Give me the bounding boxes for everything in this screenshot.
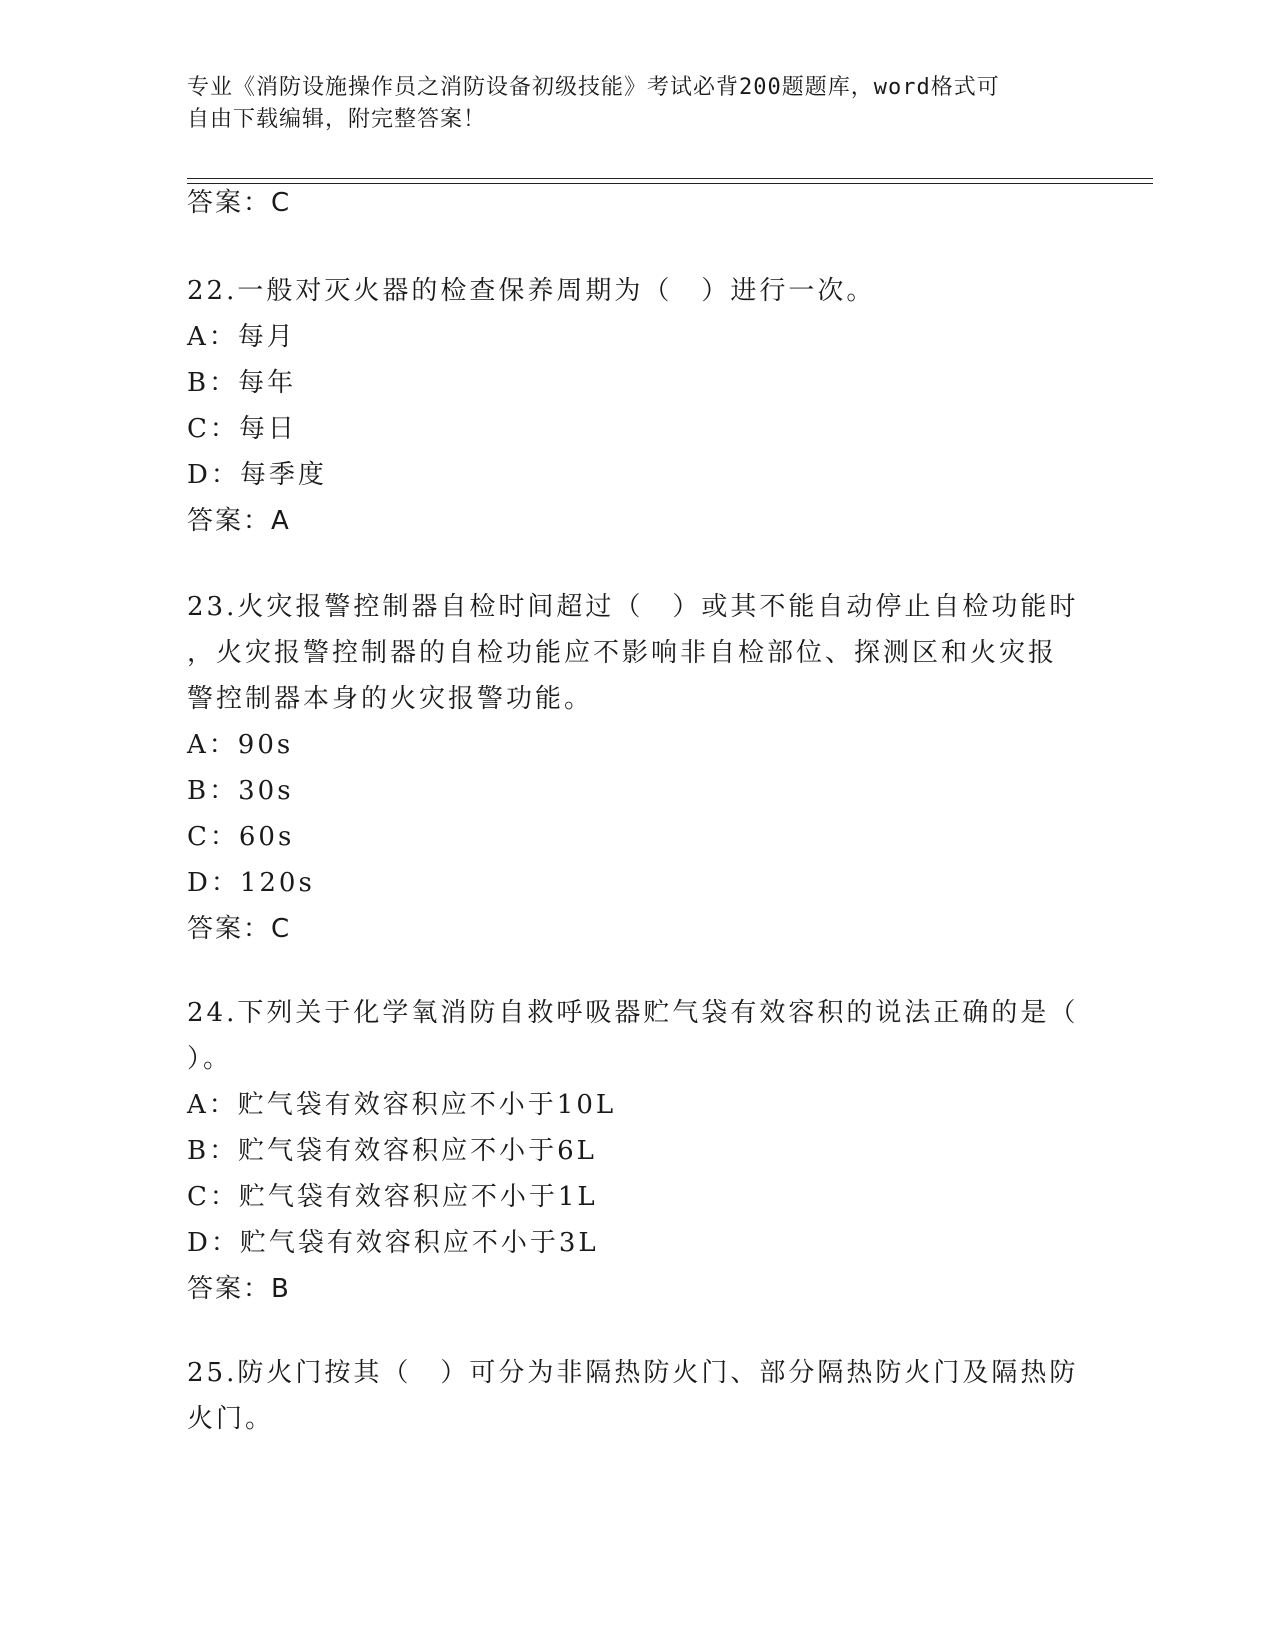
answer-line: 答案：B xyxy=(187,1274,291,1304)
option-c: C：贮气袋有效容积应不小于1L xyxy=(187,1182,598,1212)
question-25 xyxy=(187,1350,1087,1442)
option-b: B：30s xyxy=(187,776,294,806)
question-22 xyxy=(187,268,1087,544)
option-a: A：每月 xyxy=(187,322,296,352)
answer-line: 答案：C xyxy=(187,914,292,944)
option-a: A：贮气袋有效容积应不小于10L xyxy=(187,1090,617,1120)
option-a: A：90s xyxy=(187,730,294,760)
option-d: D：贮气袋有效容积应不小于3L xyxy=(187,1228,599,1258)
option-d: D：120s xyxy=(187,868,315,898)
answer-line: 答案：A xyxy=(187,506,291,536)
question-stem-line: 22.一般对灭火器的检查保养周期为（ ）进行一次。 xyxy=(187,276,876,306)
answer-line: 答案：C xyxy=(187,188,292,218)
question-stem-line: 火门。 xyxy=(187,1404,275,1434)
option-b: B：每年 xyxy=(187,368,297,398)
question-23 xyxy=(187,584,1087,952)
option-b: B：贮气袋有效容积应不小于6L xyxy=(187,1136,597,1166)
question-stem-line: 25.防火门按其（ ）可分为非隔热防火门、部分隔热防火门及隔热防 xyxy=(187,1358,1079,1388)
option-c: C：60s xyxy=(187,822,295,852)
header-rule-top xyxy=(187,178,1153,179)
question-24 xyxy=(187,990,1087,1312)
header-line-2: 自由下载编辑，附完整答案！ xyxy=(187,107,487,132)
header-line-1: 专业《消防设施操作员之消防设备初级技能》考试必背200题题库，word格式可 xyxy=(187,75,1000,100)
question-stem-line: 24.下列关于化学氧消防自救呼吸器贮气袋有效容积的说法正确的是（ xyxy=(187,998,1079,1028)
question-stem-line: ，火灾报警控制器的自检功能应不影响非自检部位、探测区和火灾报 xyxy=(187,638,1058,668)
document-header xyxy=(187,72,1087,136)
question-stem-line: 23.火灾报警控制器自检时间超过（ ）或其不能自动停止自检功能时 xyxy=(187,592,1079,622)
answer-block-21 xyxy=(187,180,1087,226)
option-d: D：每季度 xyxy=(187,460,327,490)
option-c: C：每日 xyxy=(187,414,297,444)
question-stem-line: 警控制器本身的火灾报警功能。 xyxy=(187,684,594,714)
question-stem-line: ）。 xyxy=(187,1044,233,1074)
